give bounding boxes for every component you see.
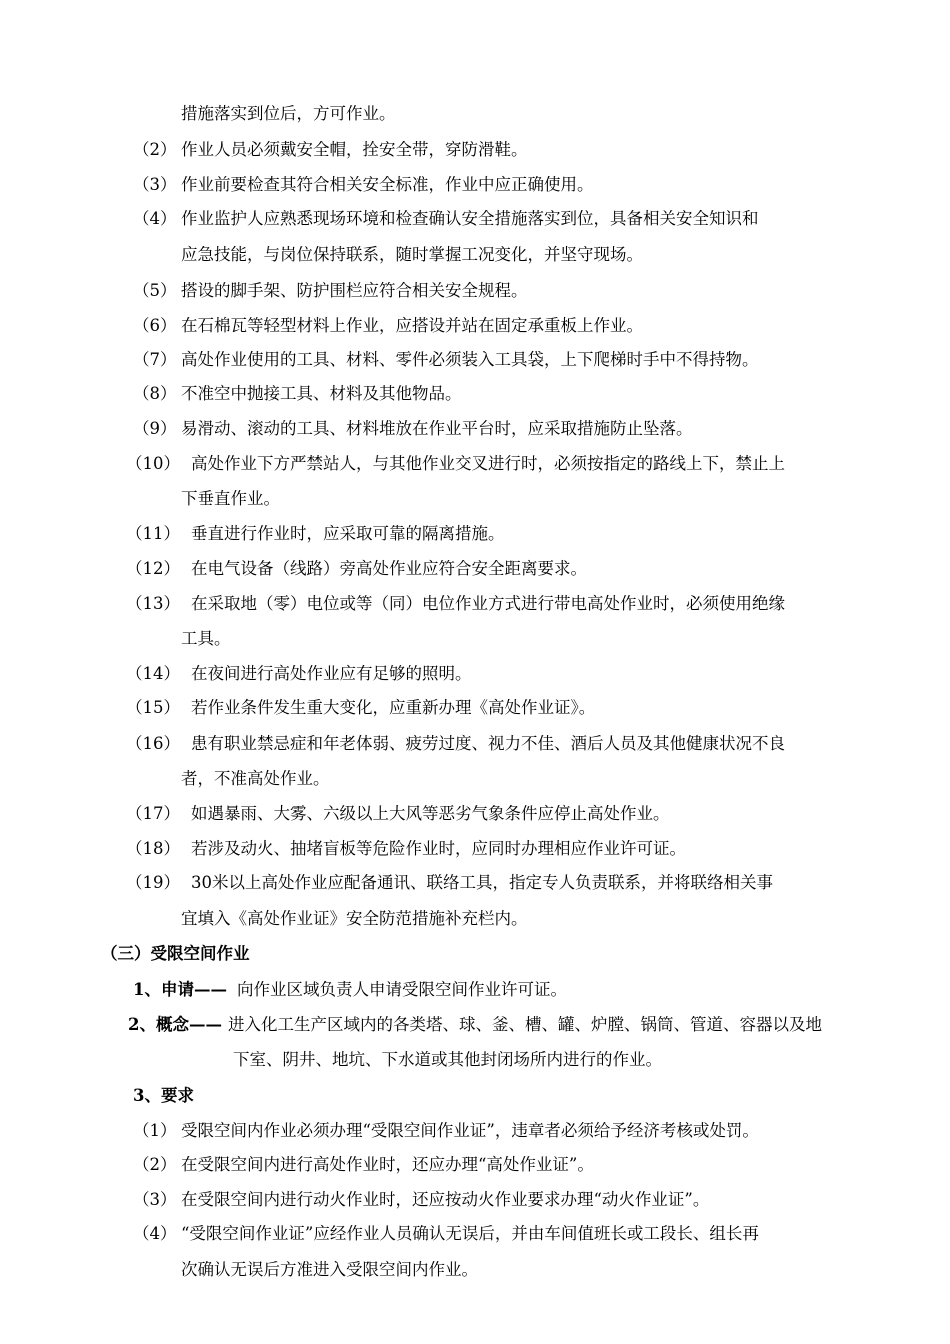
item-number: （2） [133, 140, 177, 159]
item-text: 在采取地（零）电位或等（同）电位作业方式进行带电高处作业时，必须使用绝缘 [191, 594, 785, 613]
item-text: 垂直进行作业时，应采取可靠的隔离措施。 [191, 524, 505, 543]
apply-text: 向作业区域负责人申请受限空间作业许可证。 [237, 980, 567, 999]
item-text: 作业前要检查其符合相关安全标准，作业中应正确使用。 [181, 175, 594, 194]
item-number: （15） [126, 698, 180, 717]
item-text: 若作业条件发生重大变化，应重新办理《高处作业证》。 [191, 698, 596, 717]
item-text-continued: 工具。 [181, 629, 231, 648]
continuation-line: 措施落实到位后，方可作业。 [181, 104, 396, 123]
item-number: （19） [126, 873, 180, 892]
item-text-continued: 宜填入《高处作业证》安全防范措施补充栏内。 [181, 909, 528, 928]
item-number: （14） [126, 664, 180, 683]
item-text-continued: 次确认无误后方准进入受限空间内作业。 [181, 1260, 478, 1279]
item-number: （6） [133, 316, 177, 335]
item-text: 高处作业下方严禁站人，与其他作业交叉进行时，必须按指定的路线上下，禁止上 [191, 454, 785, 473]
item-number: （4） [133, 209, 177, 228]
item-number: （7） [133, 350, 177, 369]
item-number: （13） [126, 594, 180, 613]
item-text-continued: 应急技能，与岗位保持联系，随时掌握工况变化，并坚守现场。 [181, 245, 643, 264]
item-number: （11） [126, 524, 180, 543]
item-text: 在受限空间内进行动火作业时，还应按动火作业要求办理“动火作业证”。 [181, 1190, 710, 1209]
requirements-label: 3、要求 [133, 1086, 194, 1105]
apply-label: 1、申请—— [133, 980, 227, 999]
item-number: （2） [133, 1155, 177, 1174]
section-heading: （三）受限空间作业 [101, 944, 250, 963]
item-text: 若涉及动火、抽堵盲板等危险作业时，应同时办理相应作业许可证。 [191, 839, 686, 858]
item-number: （3） [133, 1190, 177, 1209]
item-text: 患有职业禁忌症和年老体弱、疲劳过度、视力不佳、酒后人员及其他健康状况不良 [191, 734, 785, 753]
item-text: 在受限空间内进行高处作业时，还应办理“高处作业证”。 [181, 1155, 594, 1174]
item-text: 搭设的脚手架、防护围栏应符合相关安全规程。 [181, 281, 528, 300]
item-text: 在电气设备（线路）旁高处作业应符合安全距离要求。 [191, 559, 587, 578]
item-text: 易滑动、滚动的工具、材料堆放在作业平台时，应采取措施防止坠落。 [181, 419, 693, 438]
item-number: （8） [133, 384, 177, 403]
item-text: “受限空间作业证”应经作业人员确认无误后，并由车间值班长或工段长、组长再 [181, 1224, 759, 1243]
item-text: 受限空间内作业必须办理“受限空间作业证”，违章者必须给予经济考核或处罚。 [181, 1121, 759, 1140]
concept-label: 2、概念—— [128, 1015, 222, 1034]
item-number: （3） [133, 175, 177, 194]
item-text-continued: 下垂直作业。 [181, 489, 280, 508]
item-number: （17） [126, 804, 180, 823]
item-text: 高处作业使用的工具、材料、零件必须装入工具袋，上下爬梯时手中不得持物。 [181, 350, 759, 369]
item-number: （18） [126, 839, 180, 858]
item-number: （10） [126, 454, 180, 473]
item-number: （9） [133, 419, 177, 438]
item-text: 不准空中抛接工具、材料及其他物品。 [181, 384, 462, 403]
item-text: 在夜间进行高处作业应有足够的照明。 [191, 664, 472, 683]
item-number: （1） [133, 1121, 177, 1140]
item-text: 作业人员必须戴安全帽，拴安全带，穿防滑鞋。 [181, 140, 528, 159]
concept-text: 进入化工生产区域内的各类塔、球、釜、槽、罐、炉膛、锅筒、管道、容器以及地 [228, 1015, 822, 1034]
item-text: 30米以上高处作业应配备通讯、联络工具，指定专人负责联系，并将联络相关事 [191, 873, 773, 892]
item-text-continued: 者，不准高处作业。 [181, 769, 330, 788]
item-number: （5） [133, 281, 177, 300]
item-number: （4） [133, 1224, 177, 1243]
item-text: 作业监护人应熟悉现场环境和检查确认安全措施落实到位，具备相关安全知识和 [181, 209, 759, 228]
item-text: 在石棉瓦等轻型材料上作业，应搭设并站在固定承重板上作业。 [181, 316, 643, 335]
item-text: 如遇暴雨、大雾、六级以上大风等恶劣气象条件应停止高处作业。 [191, 804, 670, 823]
item-number: （12） [126, 559, 180, 578]
concept-text-continued: 下室、阴井、地坑、下水道或其他封闭场所内进行的作业。 [233, 1050, 662, 1069]
item-number: （16） [126, 734, 180, 753]
